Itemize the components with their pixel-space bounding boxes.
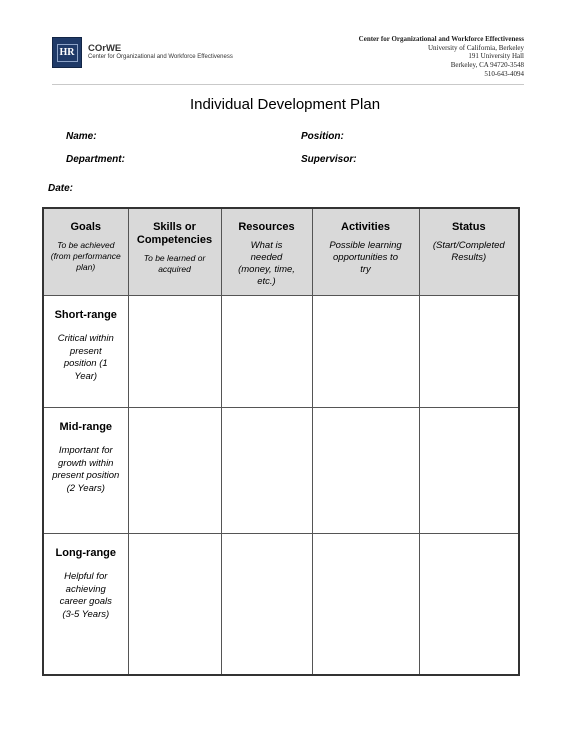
cell-short-skills[interactable] (128, 296, 221, 408)
cell-long-skills[interactable] (128, 534, 221, 676)
cell-short-resources[interactable] (221, 296, 312, 408)
row-label: Long-range (55, 547, 116, 559)
column-description: (Start/Completed Results) (432, 240, 505, 263)
development-plan-table (42, 207, 520, 676)
cell-long-resources[interactable] (221, 534, 312, 676)
column-header-activities (312, 208, 419, 296)
supervisor-field[interactable]: Supervisor: (301, 154, 357, 165)
column-header-skills (128, 208, 221, 296)
address-line-2: University of California, Berkeley (427, 43, 524, 52)
cell-long-activities[interactable] (312, 534, 419, 676)
column-description: To be learned or acquired (143, 253, 206, 274)
table-row-long-range (43, 534, 519, 676)
cell-short-activities[interactable] (312, 296, 419, 408)
column-header-status (419, 208, 519, 296)
row-header-long-range (43, 534, 128, 676)
cell-short-status[interactable] (419, 296, 519, 408)
cell-mid-resources[interactable] (221, 408, 312, 534)
page-title: Individual Development Plan (189, 96, 381, 113)
column-header-resources (221, 208, 312, 296)
column-label: Goals (70, 221, 102, 233)
org-abbreviation: COrWE (88, 43, 122, 54)
table-row-mid-range (43, 408, 519, 534)
column-description: What is needed (money, time, etc.) (238, 240, 295, 287)
row-label: Mid-range (59, 421, 113, 433)
row-label: Short-range (54, 309, 117, 321)
address-line-3: 191 University Hall (468, 52, 524, 61)
address-line-5: 510-643-4094 (484, 69, 524, 78)
row-description: Critical within present position (1 Year) (57, 333, 114, 382)
cell-long-status[interactable] (419, 534, 519, 676)
hr-logo (52, 37, 82, 68)
hr-logo-text: HR (57, 44, 78, 62)
column-description: To be achieved (from performance plan) (50, 240, 121, 272)
row-description: Helpful for achieving career goals (3-5 Years) (59, 571, 112, 620)
address-block (359, 35, 524, 79)
column-label: Resources (238, 221, 295, 233)
column-label: Skills or Competencies (136, 221, 213, 246)
table-row-short-range (43, 296, 519, 408)
header-divider (52, 84, 524, 85)
cell-mid-status[interactable] (419, 408, 519, 534)
department-field[interactable]: Department: (66, 154, 125, 165)
row-header-mid-range (43, 408, 128, 534)
row-header-short-range (43, 296, 128, 408)
column-header-goals (43, 208, 128, 296)
table-header-row (43, 208, 519, 296)
cell-mid-activities[interactable] (312, 408, 419, 534)
address-line-1: Center for Organizational and Workforce Effectiveness (358, 35, 524, 43)
position-field[interactable]: Position: (301, 131, 344, 142)
column-label: Activities (341, 221, 390, 233)
cell-mid-skills[interactable] (128, 408, 221, 534)
column-description: Possible learning opportunities to try (329, 240, 402, 275)
row-description: Important for growth within present position (2 Years) (52, 445, 120, 494)
address-line-4: Berkeley, CA 94720-3548 (450, 61, 524, 70)
name-field[interactable]: Name: (66, 131, 97, 142)
date-field[interactable]: Date: (48, 183, 74, 194)
org-name: Center for Organizational and Workforce Effectiveness (88, 54, 233, 60)
column-label: Status (451, 221, 486, 233)
